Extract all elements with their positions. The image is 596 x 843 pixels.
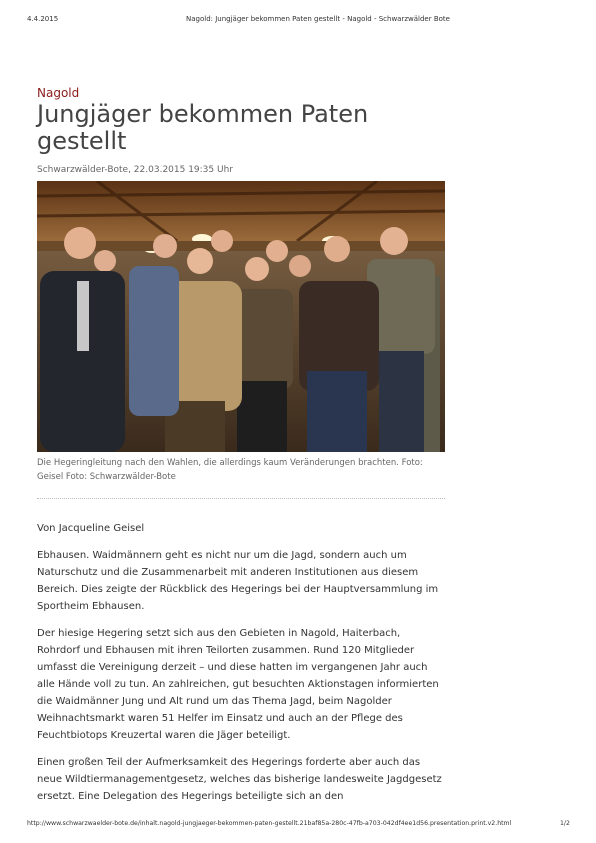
page-number: 1/2 — [560, 820, 570, 827]
print-date: 4.4.2015 — [27, 15, 59, 23]
article-byline: Schwarzwälder-Bote, 22.03.2015 19:35 Uhr — [37, 165, 233, 175]
article-author: Von Jacqueline Geisel — [37, 523, 145, 534]
article-paragraph: Ebhausen. Waidmännern geht es nicht nur um die Jagd, sondern auch um Naturschutz und die Zusammenarbeit mit anderen Institutionen aus diesem Bereich. Dies zeigte der Rückblick des Hegerings bei der Hauptversammlung im Sportheim Ebhausen. — [37, 550, 439, 612]
caption-divider — [37, 498, 445, 499]
article-category[interactable]: Nagold — [37, 86, 80, 100]
print-title: Nagold: Jungjäger bekommen Paten gestellt - Nagold - Schwarzwälder Bote — [186, 15, 450, 23]
article-paragraph: Der hiesige Hegering setzt sich aus den Gebieten in Nagold, Haiterbach, Rohrdorf und Ebhausen mit ihren Teilorten zusammen. Rund 120 Mitglieder umfasst die Vereinigung derzeit – und diese hatten im vergangenen Jahr auch alle Hände voll zu tun. An zahlreichen, gut besuchten Aktionstagen informierten die Waidmänner Jung und Alt rund um das Thema Jagd, beim Nagolder Weihnachtsmarkt waren 51 Helfer im Einsatz und auch an der Pflege des Feuchtbiotops Kreuzertal waren die Jäger beteiligt. — [37, 628, 439, 741]
article-headline: Jungjäger bekommen Paten gestellt — [37, 100, 369, 155]
article-body — [37, 520, 442, 815]
article-photo — [37, 181, 445, 452]
photo-caption: Die Hegeringleitung nach den Wahlen, die allerdings kaum Veränderungen brachten. Foto: Geisel Foto: Schwarzwälder-Bote — [37, 458, 423, 482]
print-url: http://www.schwarzwaelder-bote.de/inhalt.nagold-jungjaeger-bekommen-paten-gestellt.21baf85a-280c-47fb-a703-042df4ee1d56.presentation.print.v2.html — [27, 820, 512, 827]
article-paragraph: Einen großen Teil der Aufmerksamkeit des Hegerings forderte aber auch das neue Wildtiermanagementgesetz, welches das bisherige landesweite Jagdgesetz ersetzt. Eine Delegation des Hegerings beteiligte sich an den — [37, 757, 442, 802]
